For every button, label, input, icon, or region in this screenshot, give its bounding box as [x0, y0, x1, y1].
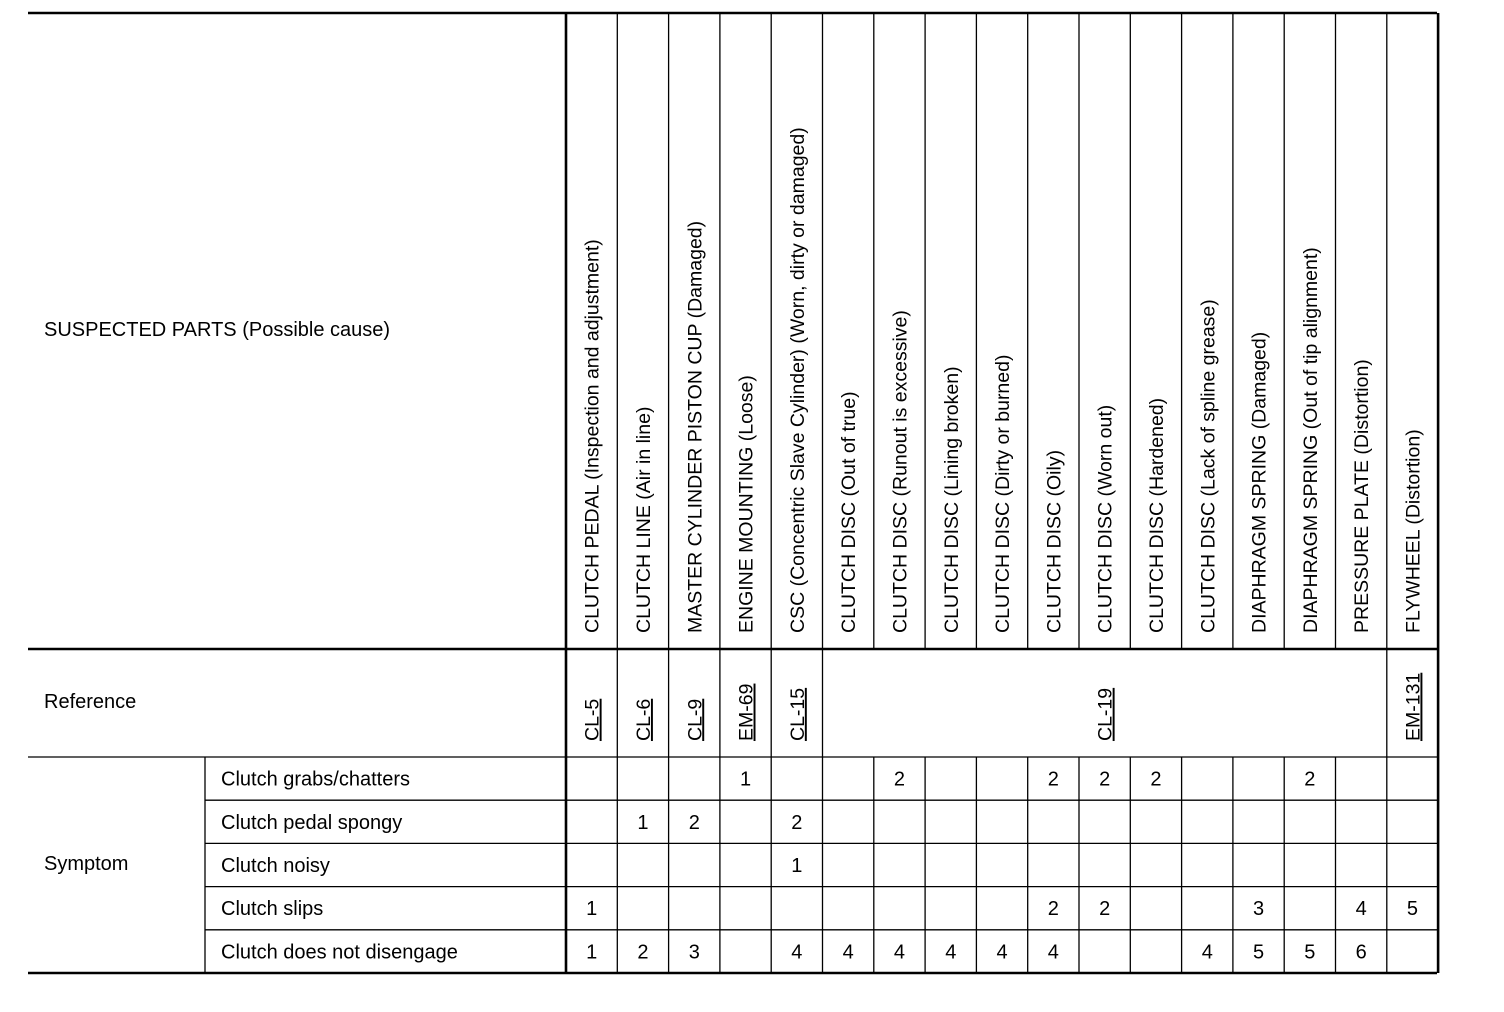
priority-value: 2: [1304, 768, 1316, 791]
priority-value: 1: [586, 941, 598, 964]
priority-value: 2: [1047, 898, 1059, 921]
part-column-header: CLUTCH PEDAL (Inspection and adjustment): [581, 239, 604, 633]
reference-link[interactable]: EM-131: [1402, 672, 1425, 741]
reference-link[interactable]: CL-19: [1094, 687, 1117, 741]
symptom-label: Clutch pedal spongy: [221, 811, 403, 834]
reference-link[interactable]: CL-5: [581, 698, 604, 741]
part-column-header: PRESSURE PLATE (Distortion): [1351, 359, 1374, 633]
priority-value: 1: [637, 811, 649, 834]
table-row: [221, 941, 1367, 963]
table-row: [221, 898, 1418, 920]
priority-value: 4: [842, 941, 854, 964]
part-column-header: CLUTCH DISC (Lining broken): [940, 366, 963, 633]
priority-value: 5: [1252, 941, 1265, 964]
priority-value: 4: [791, 941, 803, 964]
priority-value: 6: [1355, 941, 1367, 964]
part-column-header: ENGINE MOUNTING (Loose): [735, 375, 758, 633]
symptom-label: Clutch grabs/chatters: [221, 768, 410, 791]
priority-value: 4: [996, 941, 1008, 964]
priority-value: 1: [739, 768, 752, 791]
symptom-label: Symptom: [44, 853, 129, 875]
symptom-label: Clutch slips: [221, 898, 324, 921]
part-column-header: CLUTCH DISC (Lack of spline grease): [1197, 299, 1220, 633]
part-column-header: MASTER CYLINDER PISTON CUP (Damaged): [684, 220, 707, 633]
symptom-rows: [221, 769, 1418, 964]
part-column-header: CLUTCH DISC (Dirty or burned): [992, 354, 1015, 633]
priority-value: 1: [586, 898, 598, 921]
part-column-header: FLYWHEEL (Distortion): [1402, 429, 1425, 633]
part-column-header: CLUTCH DISC (Hardened): [1145, 397, 1168, 633]
priority-value: 3: [688, 941, 700, 964]
priority-value: 1: [791, 855, 803, 877]
priority-value: 5: [1406, 898, 1419, 921]
part-column-header: DIAPHRAGM SPRING (Damaged): [1248, 331, 1271, 633]
priority-value: 2: [637, 941, 649, 964]
priority-value: 4: [893, 941, 906, 964]
part-column-header: CLUTCH DISC (Out of true): [838, 391, 861, 633]
priority-value: 5: [1304, 941, 1316, 964]
priority-value: 2: [688, 811, 700, 834]
part-column-headers: [582, 127, 1425, 633]
reference-link[interactable]: EM-69: [735, 683, 758, 741]
priority-value: 4: [1047, 941, 1059, 964]
reference-row: [582, 673, 1425, 741]
part-column-header: DIAPHRAGM SPRING (Out of tip alignment): [1299, 247, 1322, 633]
priority-value: 4: [1201, 941, 1213, 964]
priority-value: 2: [1099, 768, 1111, 791]
table-row: [221, 812, 802, 834]
part-column-header: CLUTCH DISC (Oily): [1043, 449, 1066, 633]
part-column-header: CSC (Concentric Slave Cylinder) (Worn, dirty or damaged): [786, 127, 809, 633]
table-row: [221, 855, 802, 877]
symptom-label: Clutch does not disengage: [221, 941, 458, 964]
priority-value: 2: [1150, 768, 1162, 791]
priority-value: 2: [791, 811, 803, 834]
priority-value: 4: [945, 941, 957, 964]
symptom-label: Clutch noisy: [221, 855, 330, 877]
priority-value: 2: [893, 768, 906, 791]
part-column-header: CLUTCH DISC (Worn out): [1094, 404, 1117, 633]
priority-value: 2: [1047, 768, 1059, 791]
part-column-header: CLUTCH DISC (Runout is excessive): [889, 310, 912, 633]
reference-link[interactable]: CL-6: [632, 698, 655, 741]
reference-link[interactable]: CL-15: [786, 687, 809, 741]
priority-value: 2: [1099, 898, 1111, 921]
suspected-parts-label: SUSPECTED PARTS (Possible cause): [44, 319, 391, 341]
priority-value: 3: [1252, 898, 1265, 921]
part-column-header: CLUTCH LINE (Air in line): [632, 406, 655, 633]
table-row: [221, 769, 1315, 791]
reference-link[interactable]: CL-9: [684, 698, 707, 741]
priority-value: 4: [1355, 898, 1367, 921]
reference-label: Reference: [44, 691, 137, 713]
